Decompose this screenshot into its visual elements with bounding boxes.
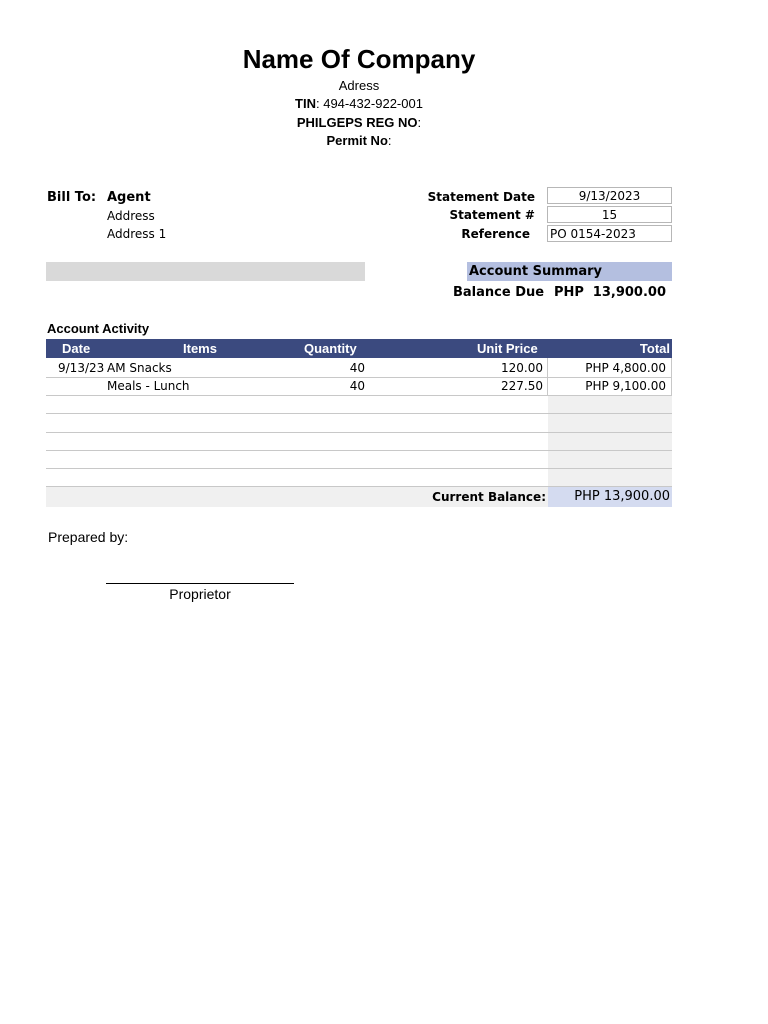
company-address: Adress — [338, 78, 380, 93]
statement-number-value: 15 — [547, 206, 672, 223]
statement-date-label: Statement Date — [427, 190, 535, 204]
activity-table-header — [46, 339, 672, 358]
row-divider — [46, 413, 672, 414]
balance-due-currency: PHP — [554, 285, 584, 300]
row1-item: AM Snacks — [107, 361, 172, 375]
bill-to-label: Bill To: — [47, 190, 97, 205]
permit-line — [0, 133, 718, 148]
balance-due-value: 13,900.00 — [592, 285, 666, 300]
row-divider — [46, 377, 672, 378]
philgeps-value: : — [417, 115, 422, 130]
company-name: Name Of Company — [242, 44, 476, 74]
grey-bar — [46, 262, 365, 281]
row1-date: 9/13/23 — [58, 361, 105, 375]
philgeps-label: PHILGEPS REG NO — [296, 115, 418, 130]
col-items-header: Items — [183, 341, 217, 356]
row-divider — [46, 432, 672, 433]
reference-value: PO 0154-2023 — [547, 225, 672, 242]
tin-label: TIN — [295, 96, 316, 111]
total-column-shade — [548, 396, 672, 487]
current-balance-value: PHP 13,900.00 — [548, 487, 672, 507]
signature-line — [106, 583, 294, 584]
signer-title: Proprietor — [169, 586, 231, 602]
philgeps-line — [0, 115, 718, 130]
prepared-by-label: Prepared by: — [48, 529, 129, 545]
balance-due-label: Balance Due — [453, 285, 545, 300]
permit-label: Permit No — [326, 133, 388, 148]
col-date-header: Date — [62, 341, 91, 356]
bill-to-address1: Address 1 — [107, 227, 167, 241]
col-unit-price-header: Unit Price — [477, 341, 538, 356]
total-cell-border — [547, 358, 548, 396]
bill-to-name: Agent — [107, 190, 151, 205]
col-total-header: Total — [639, 341, 670, 356]
reference-label: Reference — [461, 227, 530, 241]
row2-total: PHP 9,100.00 — [585, 379, 666, 393]
row2-item: Meals - Lunch — [107, 379, 190, 393]
current-balance-label: Current Balance: — [432, 490, 546, 504]
col-quantity-header: Quantity — [304, 341, 357, 356]
row1-total: PHP 4,800.00 — [585, 361, 666, 375]
bill-to-address: Address — [107, 209, 155, 223]
account-activity-title: Account Activity — [47, 321, 150, 336]
tin-value: : 494-432-922-001 — [315, 96, 423, 111]
permit-value: : — [387, 133, 392, 148]
row-divider — [46, 450, 672, 451]
total-cell-border — [671, 358, 672, 396]
account-summary-title: Account Summary — [467, 262, 672, 281]
row-divider — [46, 395, 672, 396]
row2-quantity: 40 — [349, 379, 365, 393]
statement-date-value: 9/13/2023 — [547, 187, 672, 204]
tin-line — [0, 96, 718, 111]
row1-quantity: 40 — [349, 361, 365, 375]
statement-number-label: Statement # — [449, 208, 535, 222]
row1-unit-price: 120.00 — [501, 361, 543, 375]
row2-unit-price: 227.50 — [501, 379, 543, 393]
row-divider — [46, 468, 672, 469]
